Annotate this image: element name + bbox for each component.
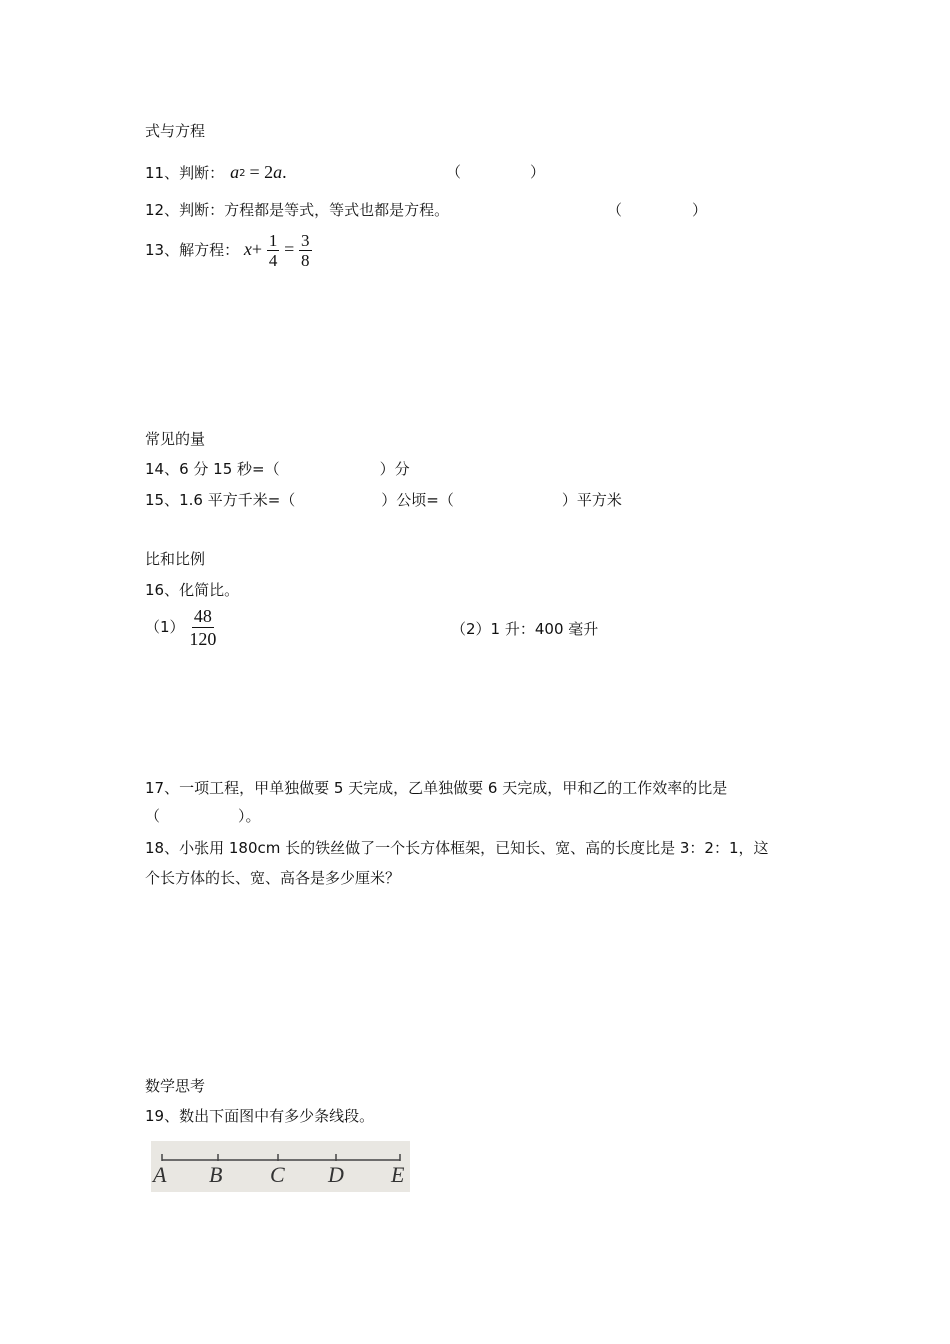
- point-label-d: D: [328, 1162, 344, 1187]
- question-18-line-2: 个长方体的长、宽、高各是多少厘米？: [145, 869, 401, 887]
- q16-fraction: [189, 605, 216, 650]
- q13-var-x: x: [243, 239, 252, 259]
- point-label-e: E: [391, 1162, 405, 1187]
- q14-suffix: ）分: [379, 460, 410, 478]
- question-13-prefix: 13、解方程：: [145, 241, 240, 259]
- q17-paren-open: （: [145, 807, 161, 825]
- q13-fraction-1: [267, 231, 280, 270]
- q17-paren-close: ）。: [238, 807, 261, 825]
- q11-period: .: [282, 162, 287, 182]
- section-title-math-thinking: 数学思考: [145, 1077, 206, 1095]
- q13-fraction-2: [299, 231, 312, 270]
- line-segment-figure: [151, 1141, 410, 1192]
- q16-frac-num: 48: [193, 606, 212, 626]
- question-11: [145, 162, 287, 184]
- question-16-part-1: [145, 602, 216, 652]
- question-12: 12、判断：方程都是等式，等式也都是方程。: [145, 201, 450, 219]
- question-17-line-1: 17、一项工程，甲单独做要 5 天完成，乙单独做要 6 天完成，甲和乙的工作效率的比是: [145, 779, 728, 797]
- q11-answer-paren-close: ）: [530, 163, 546, 181]
- q15-prefix: 15、1.6 平方千米=（: [145, 491, 296, 509]
- question-14: [145, 459, 410, 479]
- question-15: [145, 490, 622, 510]
- q13-f1-num: 1: [268, 231, 278, 250]
- q12-answer-paren-close: ）: [692, 201, 708, 219]
- section-title-ratio: 比和比例: [145, 550, 206, 568]
- question-11-prefix: 11、判断：: [145, 164, 225, 182]
- q11-rhs-var: a: [273, 162, 283, 182]
- q12-answer-paren-open: （: [607, 201, 623, 219]
- q11-exponent: 2: [239, 168, 246, 179]
- point-label-a: A: [153, 1162, 167, 1187]
- q11-answer-paren-open: （: [446, 163, 462, 181]
- q16-part1-label: （1）: [145, 618, 185, 636]
- section-title-quantities: 常见的量: [145, 430, 206, 448]
- question-19: 19、数出下面图中有多少条线段。: [145, 1107, 375, 1125]
- question-18-line-1: 18、小张用 180cm 长的铁丝做了一个长方体框架，已知长、宽、高的长度比是 3：2：1，这: [145, 839, 769, 857]
- q13-f2-den: 8: [301, 251, 310, 270]
- point-label-c: C: [270, 1162, 285, 1187]
- q13-f2-num: 3: [301, 231, 310, 250]
- q15-suffix: ）平方米: [561, 491, 622, 509]
- q16-frac-den: 120: [189, 629, 217, 649]
- question-16-part-2: （2）1 升：400 毫升: [451, 620, 599, 638]
- q13-plus: +: [251, 239, 263, 259]
- question-13: [145, 227, 312, 272]
- q14-prefix: 14、6 分 15 秒=（: [145, 460, 280, 478]
- point-label-b: B: [209, 1162, 223, 1187]
- question-16-title: 16、化简比。: [145, 581, 240, 599]
- q13-f1-den: 4: [268, 251, 278, 270]
- section-title-equations: 式与方程: [145, 122, 206, 140]
- q11-rhs: = 2: [249, 162, 274, 182]
- q15-mid: ）公顷=（: [381, 491, 454, 509]
- question-17-line-2: [145, 806, 261, 826]
- q13-equals: =: [284, 239, 295, 259]
- q11-var-a: a: [230, 162, 240, 182]
